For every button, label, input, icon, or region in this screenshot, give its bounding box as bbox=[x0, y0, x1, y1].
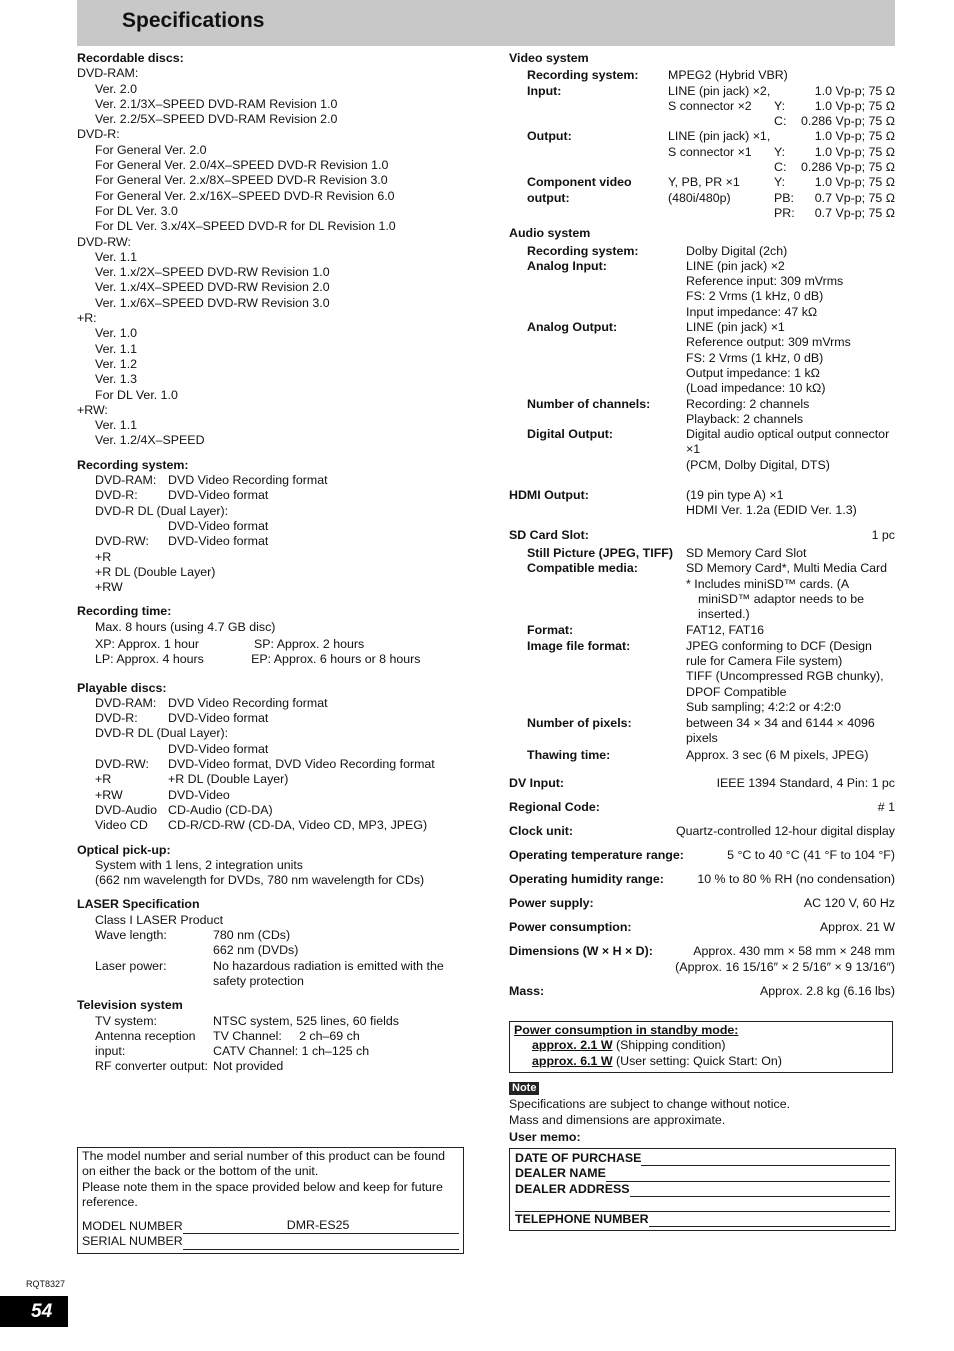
spec-value: +R DL (Double Layer) bbox=[168, 772, 289, 787]
spec-value: DVD-Video bbox=[168, 787, 230, 802]
disc-version: For DL Ver. 1.0 bbox=[95, 387, 178, 402]
spec-key: DVD-RW: bbox=[95, 534, 149, 549]
hdmi-section bbox=[509, 488, 895, 519]
standby-value: approx. 6.1 W bbox=[532, 1053, 613, 1068]
model-number-box bbox=[77, 1147, 464, 1254]
spec-value: 5 °C to 40 °C (41 °F to 104 °F) bbox=[727, 848, 895, 863]
spec-key: Mass: bbox=[509, 983, 545, 998]
memo-field-label: DEALER ADDRESS bbox=[515, 1181, 630, 1196]
model-number-value: DMR-ES25 bbox=[183, 1218, 459, 1234]
spec-value: DVD-Video format bbox=[168, 741, 269, 756]
spec-value: Y, PB, PR ×1 bbox=[668, 175, 740, 190]
disc-version: Ver. 1.2 bbox=[95, 356, 138, 371]
spec-key: DVD-RW: bbox=[95, 757, 149, 772]
disc-version: Ver. 1.0 bbox=[95, 326, 138, 341]
spec-value: (19 pin type A) ×1 bbox=[686, 488, 784, 503]
recording-time-section bbox=[77, 604, 467, 667]
spec-value: 780 nm (CDs) bbox=[213, 928, 291, 943]
dimensions-row bbox=[509, 944, 895, 975]
disc-version: Ver. 1.1 bbox=[95, 249, 138, 264]
spec-value: Quartz-controlled 12-hour digital display bbox=[675, 824, 895, 839]
memo-field-line bbox=[515, 1197, 890, 1212]
disc-version: Ver. 2.0 bbox=[95, 81, 138, 96]
mode-ep: EP: Approx. 6 hours or 8 hours bbox=[251, 652, 421, 667]
spec-value: FAT12, FAT16 bbox=[686, 623, 765, 638]
disc-version: Ver. 2.1/3X–SPEED DVD-RAM Revision 1.0 bbox=[95, 96, 338, 111]
serial-number-label: SERIAL NUMBER bbox=[82, 1234, 183, 1249]
spec-row bbox=[509, 824, 895, 839]
spec-key: Recording system: bbox=[527, 243, 639, 258]
spec-key: DVD-R DL (Dual Layer): bbox=[95, 726, 229, 741]
user-memo-heading: User memo: bbox=[509, 1129, 581, 1144]
section-heading: Playable discs: bbox=[77, 680, 167, 695]
spec-key: Number of channels: bbox=[527, 396, 651, 411]
left-column bbox=[77, 51, 467, 1075]
spec-key: DVD-R: bbox=[95, 488, 138, 503]
spec-value: (Approx. 16 15/16″ × 2 5/16″ × 9 13/16″) bbox=[675, 959, 895, 974]
signal-label: C: bbox=[774, 114, 787, 129]
serial-number-line bbox=[183, 1235, 459, 1250]
spec-key: Image file format: bbox=[527, 638, 631, 653]
section-heading: Recording time: bbox=[77, 604, 172, 619]
note-section bbox=[509, 1080, 899, 1145]
section-heading: Audio system bbox=[509, 226, 591, 241]
note-badge: Note bbox=[509, 1082, 539, 1095]
spec-key: Dimensions (W × H × D): bbox=[509, 944, 653, 959]
spec-key: Digital Output: bbox=[527, 427, 614, 442]
spec-value: Not provided bbox=[213, 1059, 284, 1074]
spec-value: Approx. 21 W bbox=[819, 919, 895, 934]
memo-field-label: DATE OF PURCHASE bbox=[515, 1151, 642, 1165]
sd-card-section bbox=[509, 528, 895, 763]
disc-version: Ver. 1.x/4X–SPEED DVD-RW Revision 2.0 bbox=[95, 280, 330, 295]
spec-row bbox=[509, 872, 895, 887]
spec-value: SD Memory Card*, Multi Media Card bbox=[686, 561, 888, 576]
spec-value: 0.7 Vp-p; 75 Ω bbox=[814, 190, 895, 205]
spec-value: (480i/480p) bbox=[668, 190, 731, 205]
spec-key: Output: bbox=[527, 129, 572, 144]
box-text: Please note them in the space provided below and keep for future reference. bbox=[82, 1179, 443, 1209]
spec-value: Playback: 2 channels bbox=[686, 411, 804, 426]
section-heading: Recordable discs: bbox=[77, 51, 184, 65]
spec-value: Output impedance: 1 kΩ bbox=[686, 365, 820, 380]
spec-value: NTSC system, 525 lines, 60 fields bbox=[213, 1013, 399, 1028]
disc-version: For General Ver. 2.x/8X–SPEED DVD-R Revision 3.0 bbox=[95, 173, 388, 188]
standby-heading: Power consumption in standby mode: bbox=[514, 1023, 739, 1037]
spec-key: Format: bbox=[527, 623, 574, 638]
spec-value: Recording: 2 channels bbox=[686, 396, 810, 411]
spec-key: Analog Output: bbox=[527, 320, 618, 335]
disc-version: For DL Ver. 3.0 bbox=[95, 203, 178, 218]
spec-key: +R DL (Double Layer) bbox=[95, 564, 216, 579]
laser-class: Class I LASER Product bbox=[95, 912, 224, 927]
disc-version: Ver. 1.1 bbox=[95, 418, 138, 433]
mode-sp: SP: Approx. 2 hours bbox=[254, 636, 365, 651]
spec-key: Analog Input: bbox=[527, 258, 607, 273]
spec-value: 0.286 Vp-p; 75 Ω bbox=[801, 114, 895, 129]
spec-value: Dolby Digital (2ch) bbox=[686, 243, 788, 258]
spec-value: DVD Video Recording format bbox=[168, 695, 328, 710]
page-number: 54 bbox=[0, 1296, 68, 1327]
spec-key: DVD-R DL (Dual Layer): bbox=[95, 503, 229, 518]
spec-key: Video CD bbox=[95, 818, 148, 833]
standby-box bbox=[509, 1021, 893, 1073]
spec-value: DVD Video Recording format bbox=[168, 473, 328, 488]
spec-value: DVD-Video format bbox=[168, 518, 269, 533]
spec-row bbox=[509, 848, 895, 863]
document-code: RQT8327 bbox=[26, 1279, 66, 1289]
spec-value: Input impedance: 47 kΩ bbox=[686, 304, 818, 319]
spec-value: Reference output: 309 mVrms bbox=[686, 335, 851, 350]
spec-value: 1.0 Vp-p; 75 Ω bbox=[814, 129, 895, 144]
model-number-label: MODEL NUMBER bbox=[82, 1219, 183, 1234]
spec-value: LINE (pin jack) ×1, bbox=[668, 129, 771, 144]
note-text: Specifications are subject to change without notice. bbox=[509, 1097, 791, 1112]
disc-type: DVD-R: bbox=[77, 127, 120, 142]
disc-version: For General Ver. 2.x/16X–SPEED DVD-R Revision 6.0 bbox=[95, 188, 395, 203]
memo-field-line bbox=[630, 1183, 890, 1197]
spec-value: FS: 2 Vrms (1 kHz, 0 dB) bbox=[686, 289, 824, 304]
spec-value: CATV Channel: 1 ch–125 ch bbox=[213, 1044, 370, 1059]
section-heading: Television system bbox=[77, 998, 183, 1013]
user-memo-box bbox=[509, 1148, 896, 1231]
spec-key: Still Picture (JPEG, TIFF) bbox=[527, 545, 673, 560]
right-column bbox=[509, 51, 895, 999]
standby-condition: (Shipping condition) bbox=[612, 1038, 726, 1053]
section-heading: Recording system: bbox=[77, 457, 189, 472]
spec-value: DVD-Video format bbox=[168, 534, 269, 549]
memo-field-label: DEALER NAME bbox=[515, 1166, 606, 1181]
spec-key: Power supply: bbox=[509, 895, 594, 910]
spec-key: DVD-R: bbox=[95, 711, 138, 726]
spec-key: RF converter output: bbox=[95, 1059, 208, 1074]
spec-key: DVD-RAM: bbox=[95, 695, 157, 710]
disc-type: +RW: bbox=[77, 402, 108, 417]
signal-label: PB: bbox=[774, 190, 794, 205]
memo-field-line bbox=[649, 1213, 890, 1227]
spec-key: Regional Code: bbox=[509, 800, 600, 815]
misc-specs bbox=[509, 776, 895, 935]
mode-xp: XP: Approx. 1 hour bbox=[95, 636, 200, 651]
spec-value: IEEE 1394 Standard, 4 Pin: 1 pc bbox=[716, 776, 895, 791]
recording-system-section bbox=[77, 458, 467, 596]
laser-section bbox=[77, 897, 467, 989]
signal-label: C: bbox=[774, 160, 787, 175]
spec-key: +RW bbox=[95, 787, 123, 802]
disc-type: +R: bbox=[77, 311, 97, 326]
spec-value: 662 nm (DVDs) bbox=[213, 943, 299, 958]
spec-value: DVD-Video format bbox=[168, 488, 269, 503]
spec-key: Wave length: bbox=[95, 928, 167, 943]
disc-type: DVD-RAM: bbox=[77, 66, 139, 81]
disc-version: Ver. 1.3 bbox=[95, 372, 138, 387]
note-text: Mass and dimensions are approximate. bbox=[509, 1112, 726, 1127]
section-heading: Video system bbox=[509, 51, 589, 65]
spec-value: Approx. 3 sec (6 M pixels, JPEG) bbox=[686, 747, 869, 762]
spec-value: MPEG2 (Hybrid VBR) bbox=[668, 68, 788, 83]
spec-key: Power consumption: bbox=[509, 919, 632, 934]
spec-key: Number of pixels: bbox=[527, 716, 632, 731]
disc-type: DVD-RW: bbox=[77, 234, 131, 249]
spec-value: 1.0 Vp-p; 75 Ω bbox=[814, 98, 895, 113]
disc-version: Ver. 2.2/5X–SPEED DVD-RAM Revision 2.0 bbox=[95, 112, 338, 127]
spec-value: 1 pc bbox=[871, 527, 895, 542]
spec-note: * Includes miniSD™ cards. (A miniSD™ adaptor needs to be inserted.) bbox=[686, 576, 864, 622]
spec-value: TV Channel: 2 ch–69 ch bbox=[213, 1028, 360, 1043]
spec-value: LINE (pin jack) ×2 bbox=[686, 258, 785, 273]
section-heading: Optical pick-up: bbox=[77, 842, 171, 857]
spec-key: HDMI Output: bbox=[509, 488, 589, 503]
spec-value: (Load impedance: 10 kΩ) bbox=[686, 381, 826, 396]
memo-field-line bbox=[641, 1152, 890, 1166]
spec-value: JPEG conforming to DCF (Design rule for Camera File system) bbox=[686, 638, 872, 668]
spec-value: 0.286 Vp-p; 75 Ω bbox=[801, 160, 895, 175]
section-heading: LASER Specification bbox=[77, 897, 200, 912]
spec-value: S connector ×1 bbox=[668, 144, 752, 159]
recordable-discs-section bbox=[77, 51, 467, 449]
standby-value: approx. 2.1 W bbox=[532, 1038, 613, 1053]
spec-value: AC 120 V, 60 Hz bbox=[803, 895, 895, 910]
spec-key: Antenna reception bbox=[95, 1028, 196, 1043]
spec-value: Sub sampling; 4:2:2 or 4:2:0 bbox=[686, 699, 841, 714]
spec-value: 10 % to 80 % RH (no condensation) bbox=[697, 872, 895, 886]
television-section bbox=[77, 998, 467, 1074]
box-text: The model number and serial number of this product can be found on either the back or the bottom of the unit. bbox=[82, 1149, 445, 1179]
signal-label: Y: bbox=[774, 98, 786, 113]
disc-version: For General Ver. 2.0 bbox=[95, 142, 207, 157]
spec-key: DVD-RAM: bbox=[95, 473, 157, 488]
signal-label: Y: bbox=[774, 175, 786, 190]
disc-version: For DL Ver. 3.x/4X–SPEED DVD-R for DL Revision 1.0 bbox=[95, 219, 396, 234]
spec-value: CD-R/CD-RW (CD-DA, Video CD, MP3, JPEG) bbox=[168, 818, 428, 833]
spec-key: +R bbox=[95, 772, 112, 787]
memo-field-label: TELEPHONE NUMBER bbox=[515, 1211, 649, 1226]
max-time: Max. 8 hours (using 4.7 GB disc) bbox=[95, 619, 276, 634]
spec-row bbox=[509, 776, 895, 791]
spec-row bbox=[509, 800, 895, 815]
spec-key: Clock unit: bbox=[509, 824, 574, 839]
signal-label: Y: bbox=[774, 144, 786, 159]
title-bar bbox=[77, 0, 895, 46]
disc-version: Ver. 1.x/6X–SPEED DVD-RW Revision 3.0 bbox=[95, 295, 330, 310]
spec-key: Input: bbox=[527, 83, 562, 98]
spec-key: input: bbox=[95, 1044, 126, 1059]
audio-system-section bbox=[509, 226, 895, 473]
spec-key: DV Input: bbox=[509, 776, 565, 791]
spec-value: 0.7 Vp-p; 75 Ω bbox=[814, 205, 895, 220]
spec-value: (PCM, Dolby Digital, DTS) bbox=[686, 457, 830, 472]
spec-key: TV system: bbox=[95, 1013, 157, 1028]
spec-value: Digital audio optical output connector ×1 bbox=[686, 427, 890, 457]
spec-key: Laser power: bbox=[95, 958, 167, 973]
spec-key: Thawing time: bbox=[527, 747, 611, 762]
spec-value: HDMI Ver. 1.2a (EDID Ver. 1.3) bbox=[686, 503, 857, 518]
spec-value: CD-Audio (CD-DA) bbox=[168, 802, 273, 817]
spec-key: DVD-Audio bbox=[95, 802, 157, 817]
spec-key: Operating humidity range: bbox=[509, 872, 664, 886]
spec-value: (662 nm wavelength for DVDs, 780 nm wavelength for CDs) bbox=[95, 873, 425, 888]
optical-pickup-section bbox=[77, 843, 467, 889]
disc-version: Ver. 1.x/2X–SPEED DVD-RW Revision 1.0 bbox=[95, 265, 330, 280]
memo-field-line bbox=[606, 1168, 890, 1182]
video-system-block bbox=[509, 68, 895, 221]
spec-value: LINE (pin jack) ×2, bbox=[668, 83, 771, 98]
spec-value: DVD-Video format bbox=[168, 711, 269, 726]
spec-value: SD Memory Card Slot bbox=[686, 545, 807, 560]
spec-key: Component video bbox=[527, 175, 632, 190]
disc-version: Ver. 1.1 bbox=[95, 341, 138, 356]
spec-value: Approx. 2.8 kg (6.16 lbs) bbox=[760, 983, 895, 998]
mode-lp: LP: Approx. 4 hours bbox=[95, 652, 204, 667]
spec-row bbox=[509, 896, 895, 911]
disc-version: For General Ver. 2.0/4X–SPEED DVD-R Revision 1.0 bbox=[95, 158, 389, 173]
spec-value: 1.0 Vp-p; 75 Ω bbox=[814, 175, 895, 190]
spec-key: output: bbox=[527, 190, 570, 205]
spec-key: Operating temperature range: bbox=[509, 848, 684, 863]
playable-discs-section bbox=[77, 681, 467, 834]
mass-row bbox=[509, 984, 895, 999]
spec-value: LINE (pin jack) ×1 bbox=[686, 320, 785, 335]
spec-key: +R bbox=[95, 549, 112, 564]
spec-key: +RW bbox=[95, 580, 123, 595]
signal-label: PR: bbox=[774, 205, 795, 220]
spec-value: Reference input: 309 mVrms bbox=[686, 274, 844, 289]
spec-value: 1.0 Vp-p; 75 Ω bbox=[814, 83, 895, 98]
spec-row bbox=[509, 920, 895, 935]
disc-version: Ver. 1.2/4X–SPEED bbox=[95, 433, 205, 448]
spec-value: No hazardous radiation is emitted with the safety protection bbox=[213, 958, 444, 988]
page-title: Specifications bbox=[122, 9, 265, 32]
spec-value: 1.0 Vp-p; 75 Ω bbox=[814, 144, 895, 159]
spec-value: S connector ×2 bbox=[668, 98, 752, 113]
spec-key: Compatible media: bbox=[527, 561, 638, 576]
standby-condition: (User setting: Quick Start: On) bbox=[612, 1053, 782, 1068]
spec-value: between 34 × 34 and 6144 × 4096 pixels bbox=[686, 716, 875, 746]
spec-key: Recording system: bbox=[527, 68, 639, 83]
spec-value: System with 1 lens, 2 integration units bbox=[95, 857, 303, 872]
spec-value: TIFF (Uncompressed RGB chunky), DPOF Compatible bbox=[686, 669, 884, 699]
spec-value: DVD-Video format, DVD Video Recording format bbox=[168, 757, 435, 772]
spec-key: SD Card Slot: bbox=[509, 527, 589, 542]
spec-value: Approx. 430 mm × 58 mm × 248 mm bbox=[693, 944, 895, 959]
spec-value: # 1 bbox=[877, 800, 895, 815]
spec-value: FS: 2 Vrms (1 kHz, 0 dB) bbox=[686, 350, 824, 365]
